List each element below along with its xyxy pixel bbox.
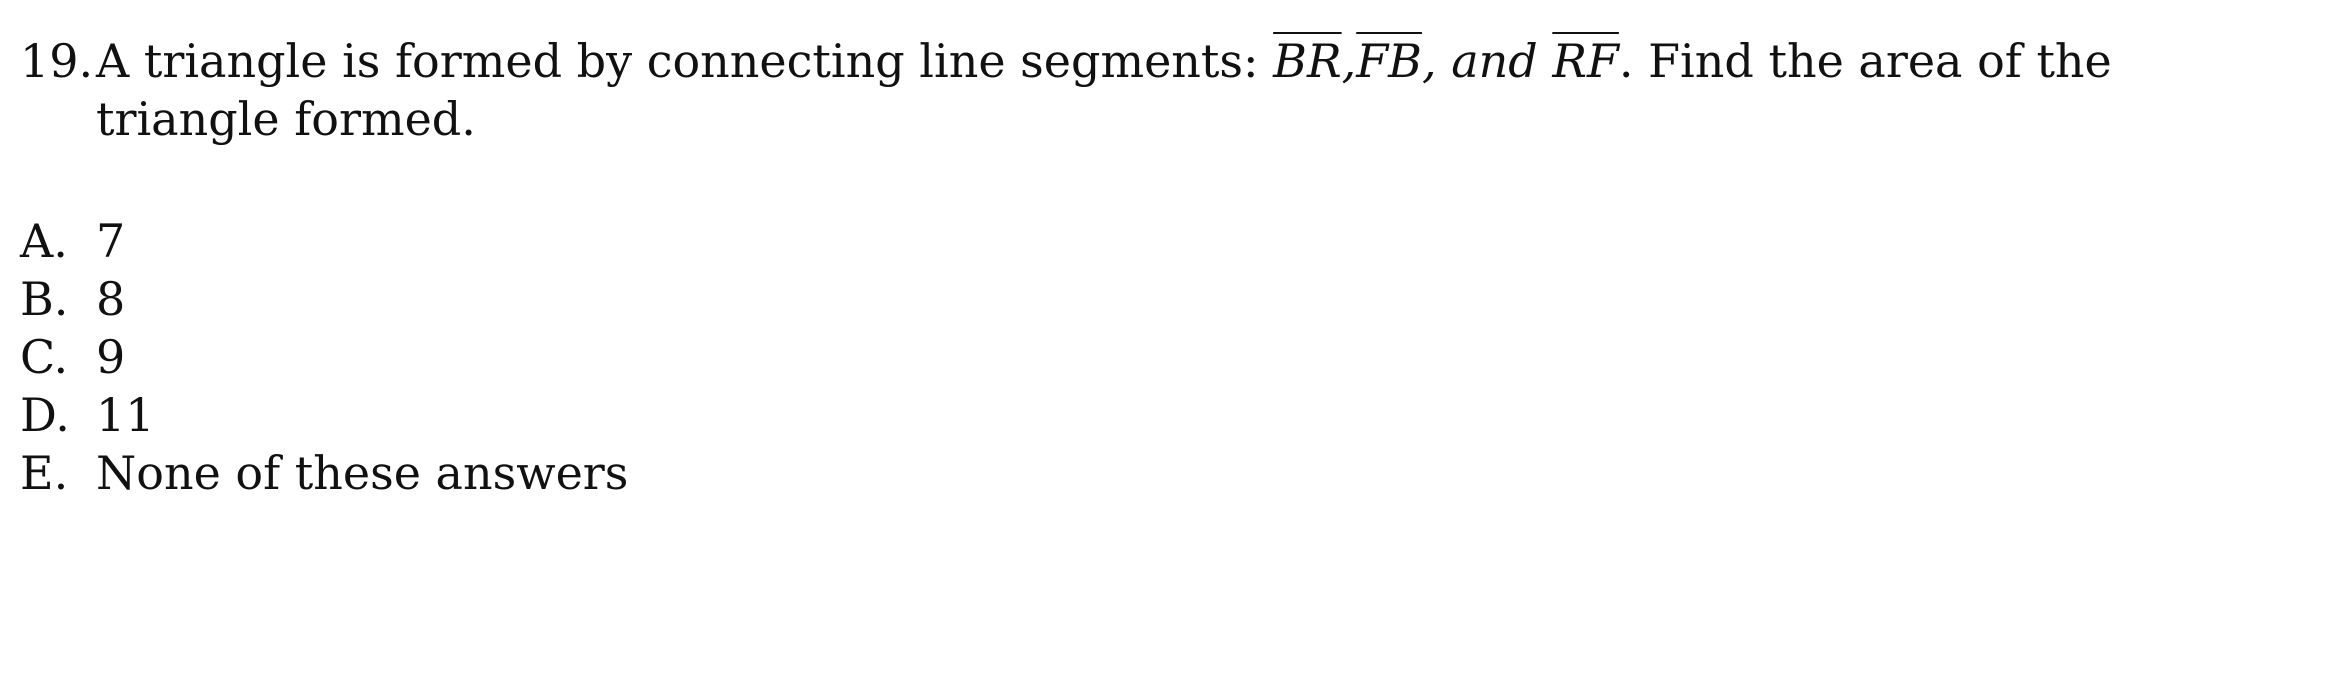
choice-text: 9	[96, 330, 126, 384]
question-text	[96, 32, 2220, 148]
choice-text: 11	[96, 388, 155, 442]
choice-letter: E.	[20, 446, 69, 500]
choice-a[interactable]	[20, 212, 628, 270]
choice-text: 8	[96, 272, 126, 326]
question-row	[20, 32, 2220, 148]
question	[20, 32, 2220, 148]
question-text-before: A triangle is formed by connecting line segments:	[96, 34, 1274, 88]
answer-choices	[20, 212, 628, 502]
choice-text: 7	[96, 214, 126, 268]
choice-c[interactable]	[20, 328, 628, 386]
question-number: 19.	[20, 34, 94, 88]
comma-1: ,	[1341, 34, 1357, 88]
choice-letter: C.	[20, 330, 69, 384]
choice-e[interactable]	[20, 444, 628, 502]
comma-2: ,	[1421, 34, 1452, 88]
space	[1538, 34, 1553, 88]
segment-br: $\overline{BR}$	[1273, 34, 1342, 88]
choice-d[interactable]	[20, 386, 628, 444]
choice-text: None of these answers	[96, 446, 629, 500]
segment-fb: $\overline{FB}$	[1356, 34, 1422, 88]
choice-letter: A.	[20, 214, 68, 268]
and-word: and	[1451, 34, 1538, 88]
choice-b[interactable]	[20, 270, 628, 328]
question-text-after: . Find the area of the triangle formed.	[96, 34, 2112, 146]
segment-rf: $\overline{RF}$	[1552, 34, 1619, 88]
choice-letter: D.	[20, 388, 70, 442]
choice-letter: B.	[20, 272, 69, 326]
